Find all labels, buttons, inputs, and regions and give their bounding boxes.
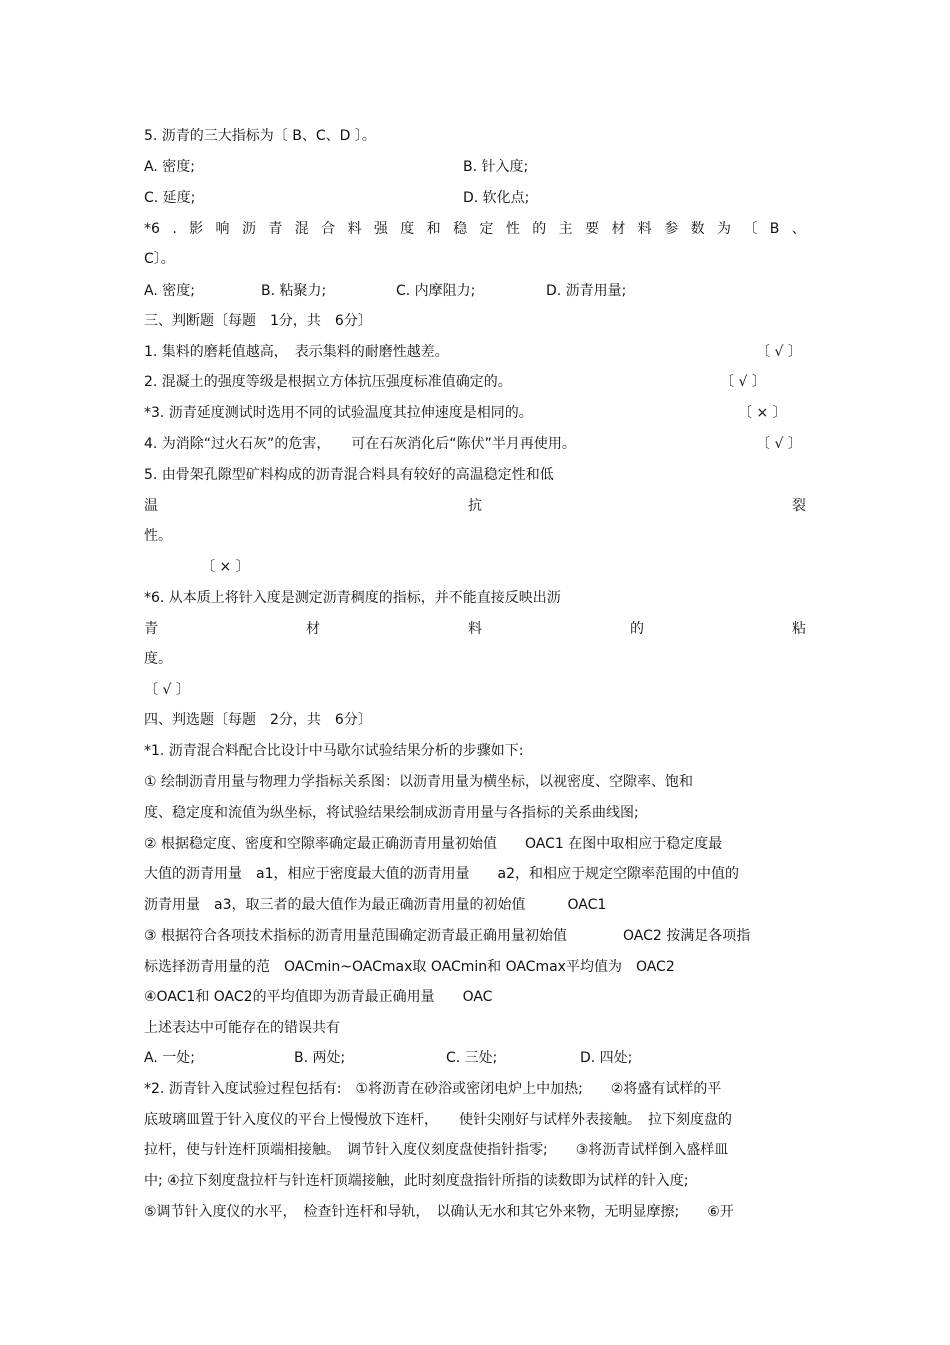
s3-item4: 4. 为消除“过火石灰”的危害， 可在石灰消化后“陈伏”半月再使用。 [144,436,576,452]
q6-stem-char: 影 [189,221,204,237]
s4-q1-option-c: C. 三处; [446,1050,498,1066]
q6-stem-char: 性 [505,221,520,237]
section4-title: 四、判选题〔每题 2分，共 6分〕 [144,712,372,728]
s3-item1: 1. 集料的磨耗值越高， 表示集料的耐磨性越差。 [144,344,449,360]
q6-stem-char: *6 [144,221,160,237]
q6-stem-char: 数 [690,221,705,237]
q6-stem [144,219,806,239]
s3-item6-word: 粘 [792,621,806,637]
s3-item3-answer: 〔 × 〕 [738,405,787,421]
s3-item6-word: 的 [630,621,644,637]
q6-stem-char: B [769,221,780,237]
s4-q2-line: 中; ④拉下刻度盘拉杆与针连杆顶端接触，此时刻度盘指针所指的读数即为试样的针入度; [144,1173,689,1189]
q5-option-d: D. 软化点; [463,190,530,206]
s3-item6-word: 料 [468,621,482,637]
s4-q1-line: 度、稳定度和流值为纵坐标，将试验结果绘制成沥青用量与各指标的关系曲线图; [144,805,639,821]
q6-stem-char: 材 [611,221,626,237]
s4-q1-line: 大值的沥青用量 a1，相应于密度最大值的沥青用量 a2，和相应于规定空隙率范围的中值的 [144,866,739,882]
q6-stem-char: 沥 [241,221,256,237]
q6-stem-char: 定 [479,221,494,237]
q5-option-b: B. 针入度; [463,159,529,175]
q6-option-a: A. 密度; [144,283,195,299]
s3-item5-word: 温 [144,498,158,514]
s4-q1-line: 上述表达中可能存在的错误共有 [144,1020,340,1036]
q6-stem-char: 料 [347,221,362,237]
s3-item5-line1: 5. 由骨架孔隙型矿料构成的沥青混合料具有较好的高温稳定性和低 [144,467,554,483]
q6-stem-char: 强 [373,221,388,237]
q6-stem-char: 青 [268,221,283,237]
q6-stem-char: 、 [791,221,806,237]
q6-stem-char: 稳 [453,221,468,237]
q6-stem-char: 混 [294,221,309,237]
q6-stem-char: 主 [558,221,573,237]
q6-option-d: D. 沥青用量; [546,283,627,299]
s3-item1-answer: 〔 √ 〕 [756,344,802,360]
s4-q1-line: ① 绘制沥青用量与物理力学指标关系图：以沥青用量为横坐标，以视密度、空隙率、饱和 [144,774,693,790]
s4-q1-line: 标选择沥青用量的范 OACmin~OACmax取 OACmin和 OACmax平均值为 OAC2 [144,959,675,975]
s3-item5-word: 抗 [468,498,482,514]
q5-option-c: C. 延度; [144,190,196,206]
s3-item2-answer: 〔 √ 〕 [720,374,766,390]
q6-stem-char: . [172,221,177,237]
s4-q1-option-a: A. 一处; [144,1050,195,1066]
s3-item6-line3: 度。 [144,651,172,667]
q6-stem-end: C〕。 [144,251,175,267]
s3-item6-word: 材 [306,621,320,637]
s3-item6-word: 青 [144,621,158,637]
q6-stem-char: 参 [664,221,679,237]
q6-stem-char: 响 [215,221,230,237]
s4-q2-line: 底玻璃皿置于针入度仪的平台上慢慢放下连杆， 使针尖刚好与试样外表接触。 拉下刻度盘的 [144,1112,732,1128]
q6-stem-char: 〔 [743,221,758,237]
s4-q1-line: 沥青用量 a3，取三者的最大值作为最正确沥青用量的初始值 OAC1 [144,897,607,913]
q6-stem-char: 和 [426,221,441,237]
s3-item3: *3. 沥青延度测试时选用不同的试验温度其拉伸速度是相同的。 [144,405,533,421]
q6-stem-char: 度 [400,221,415,237]
q6-stem-char: 合 [321,221,336,237]
s4-q1-line: ④OAC1和 OAC2的平均值即为沥青最正确用量 OAC [144,989,493,1005]
s4-q1-line: ③ 根据符合各项技术指标的沥青用量范围确定沥青最正确用量初始值 OAC2 按满足各项指 [144,928,751,944]
s4-q2-line: 拉杆，使与针连杆顶端相接触。 调节针入度仪刻度盘使指针指零; ③将沥青试样倒入盛样皿 [144,1142,729,1158]
q5-option-a: A. 密度; [144,159,195,175]
section3-title: 三、判断题〔每题 1分，共 6分〕 [144,313,372,329]
s4-q2-line: *2. 沥青针入度试验过程包括有: ①将沥青在砂浴或密闭电炉上中加热; ②将盛有试样的平 [144,1081,722,1097]
q6-option-b: B. 粘聚力; [261,283,327,299]
s4-q1-option-b: B. 两处; [294,1050,346,1066]
s3-item5-spread [144,496,806,516]
s4-q1-stem: *1. 沥青混合料配合比设计中马歇尔试验结果分析的步骤如下: [144,743,524,759]
s3-item5-answer: 〔 × 〕 [201,559,250,575]
s3-item6-spread [144,619,806,639]
s3-item4-answer: 〔 √ 〕 [756,436,802,452]
q6-stem-char: 要 [585,221,600,237]
s3-item6-answer: 〔 √ 〕 [144,682,190,698]
q6-stem-char: 料 [637,221,652,237]
q6-stem-char: 为 [716,221,731,237]
q6-option-c: C. 内摩阻力; [396,283,476,299]
s4-q1-line: ② 根据稳定度、密度和空隙率确定最正确沥青用量初始值 OAC1 在图中取相应于稳定度最 [144,836,723,852]
s3-item6-line1: *6. 从本质上将针入度是测定沥青稠度的指标，并不能直接反映出沥 [144,590,561,606]
s4-q2-line: ⑤调节针入度仪的水平， 检查针连杆和导轨， 以确认无水和其它外来物，无明显摩擦; ⑥开 [144,1204,734,1220]
s4-q1-option-d: D. 四处; [580,1050,633,1066]
q6-stem-char: 的 [532,221,547,237]
q5-stem: 5. 沥青的三大指标为〔 B、C、D 〕。 [144,128,376,144]
s3-item2: 2. 混凝土的强度等级是根据立方体抗压强度标准值确定的。 [144,374,512,390]
s3-item5-line3: 性。 [144,528,172,544]
s3-item5-word: 裂 [792,498,806,514]
